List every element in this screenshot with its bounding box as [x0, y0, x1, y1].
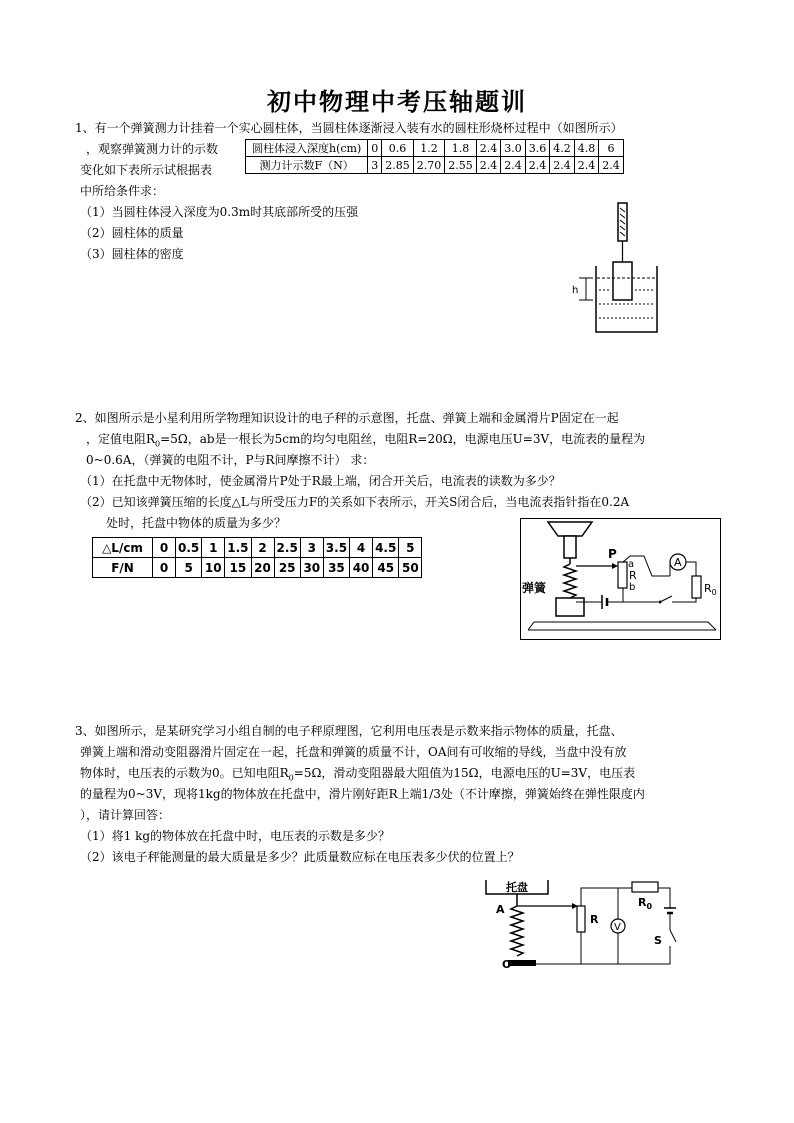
q1-line1: 1、有一个弹簧测力计挂着一个实心圆柱体，当圆柱体逐渐浸入装有水的圆柱形烧杯过程中（如图所示）	[75, 121, 623, 135]
table-cell: 2.4	[476, 140, 501, 157]
base-icon	[508, 960, 536, 966]
table-header-deltaL: △L/cm	[93, 538, 153, 558]
table-cell: 3.5	[323, 538, 349, 558]
q1-figure	[565, 200, 665, 340]
rheostat-label: R	[590, 913, 599, 926]
q3-line2: 弹簧上端和滑动变阻器滑片固定在一起，托盘和弹簧的质量不计，OA间有可收缩的导线，当盘中没有放	[80, 745, 627, 759]
table-cell: 1.8	[445, 140, 477, 157]
q1-line3: 变化如下表所示试根据表	[80, 163, 213, 177]
depth-marker	[579, 278, 593, 300]
q3-line4: 的量程为0~3V，现将1kg的物体放在托盘中，滑片刚好距R上端1/3处（不计摩擦，弹簧始终在弹性限度内	[80, 787, 645, 801]
q3-line3: 物体时，电压表的示数为0。已知电阻$R_0=5\Omega$，滑动变阻器最大阻值为15Ω，电源电压的U=3V，电压表	[80, 766, 636, 783]
table-row	[93, 538, 422, 558]
terminal-b-label: b	[629, 582, 636, 593]
q2-line3: 0~0.6A，（弹簧的电阻不计，P与R间摩擦不计） 求：	[86, 453, 375, 467]
table-cell: 0	[153, 558, 176, 578]
table-header-force: 测力计示数F（N）	[246, 157, 368, 174]
table-cell: 3	[300, 538, 323, 558]
table-cell: 45	[373, 558, 399, 578]
spring-scale-icon	[618, 203, 627, 262]
table-cell: 35	[323, 558, 349, 578]
table-cell: 2.85	[382, 157, 414, 174]
table-row	[246, 140, 624, 157]
switch-icon	[670, 930, 676, 942]
rheostat-icon	[577, 906, 585, 932]
tray-label: 托盘	[506, 881, 528, 894]
resistor-r-label: R	[629, 569, 637, 582]
spring-label: 弹簧	[522, 581, 547, 595]
q2-sub1: （1）在托盘中无物体时，使金属滑片P处于R最上端，闭合开关后，电流表的读数为多少？	[80, 474, 561, 488]
q1-sub1: （1）当圆柱体浸入深度为0.3m时其底部所受的压强	[80, 205, 359, 219]
q1-sub2: （2）圆柱体的质量	[80, 226, 184, 240]
point-a-label: A	[496, 903, 505, 916]
q3-figure	[480, 876, 700, 976]
table-cell: 3.6	[525, 140, 550, 157]
q3-line1: 3、如图所示，是某研究学习小组自制的电子秤原理图，它利用电压表是示数来指示物体的质量，托盘、	[75, 724, 623, 738]
switch-icon	[660, 596, 672, 602]
table-cell: 2.4	[550, 157, 575, 174]
table-row	[246, 157, 624, 174]
q2-sub2: （2）已知该弹簧压缩的长度△L与所受压力F的关系如下表所示，开关S闭合后，当电流表指针指在0.2A	[80, 495, 630, 509]
table-row	[93, 558, 422, 578]
q1-data-table	[245, 139, 624, 174]
table-cell: 0	[153, 538, 176, 558]
terminal-a-label: a	[628, 559, 635, 570]
table-cell: 20	[251, 558, 274, 578]
table-cell: 0	[368, 140, 382, 157]
table-cell: 5	[399, 538, 422, 558]
table-cell: 1.2	[413, 140, 445, 157]
table-cell: 0.5	[176, 538, 202, 558]
resistor-r0-label: $R_0$	[638, 896, 653, 911]
table-cell: 2.70	[413, 157, 445, 174]
table-cell: 4	[350, 538, 373, 558]
table-cell: 2	[251, 538, 274, 558]
table-cell: 2.4	[501, 157, 526, 174]
depth-label: h	[572, 285, 579, 296]
table-cell: 4.5	[373, 538, 399, 558]
q2-line2: ，定值电阻$R_0=5\Omega$，ab是一根长为5cm的均匀电阻丝，电阻R=20Ω，电源电压U=3V，电流表的量程为	[86, 432, 646, 449]
table-cell: 4.2	[550, 140, 575, 157]
q2-figure	[520, 518, 724, 644]
table-cell: 2.4	[574, 157, 599, 174]
table-cell: 50	[399, 558, 422, 578]
point-o-label: O	[502, 958, 512, 971]
table-cell: 10	[202, 558, 225, 578]
table-cell: 4.8	[574, 140, 599, 157]
table-cell: 2.55	[445, 157, 477, 174]
table-cell: 2.5	[274, 538, 300, 558]
spring-icon	[511, 906, 523, 956]
table-cell: 2.4	[476, 157, 501, 174]
q1-line4: 中所给条件求：	[80, 184, 165, 198]
ammeter-label: A	[674, 556, 682, 569]
q1-line2: ，观察弹簧测力计的示数	[86, 142, 219, 156]
table-cell: 15	[225, 558, 251, 578]
spring-icon	[564, 564, 576, 598]
table-cell: 0.6	[382, 140, 414, 157]
table-header-depth: 圆柱体浸入深度h(cm)	[246, 140, 368, 157]
q2-line1: 2、如图所示是小星利用所学物理知识设计的电子秤的示意图，托盘、弹簧上端和金属滑片P固定在一起	[75, 411, 619, 425]
slider-p-label: P	[608, 547, 617, 561]
resistor-r-icon	[618, 562, 627, 588]
table-cell: 2.4	[599, 157, 624, 174]
table-cell: 3.0	[501, 140, 526, 157]
q2-sub2b: 处时，托盘中物体的质量为多少？	[106, 516, 287, 530]
voltmeter-label: V	[614, 922, 621, 933]
cylinder-icon	[613, 262, 632, 300]
table-cell: 5	[176, 558, 202, 578]
q3-sub2: （2）该电子秤能测量的最大质量是多少？此质量数应标在电压表多少伏的位置上？	[80, 850, 520, 864]
q3-line5: ），请计算回答：	[80, 808, 171, 822]
tray-icon	[548, 522, 592, 536]
table-cell: 2.4	[525, 157, 550, 174]
table-cell: 1	[202, 538, 225, 558]
page-title: 初中物理中考压轴题训	[267, 87, 527, 116]
switch-label: S	[654, 934, 662, 947]
table-cell: 1.5	[225, 538, 251, 558]
resistor-r0-icon	[692, 576, 701, 598]
table-cell: 30	[300, 558, 323, 578]
resistor-r0-label: $R_0$	[704, 582, 717, 597]
resistor-r0-icon	[632, 882, 658, 892]
table-cell: 6	[599, 140, 624, 157]
table-cell: 40	[350, 558, 373, 578]
q3-sub1: （1）将1 kg的物体放在托盘中时，电压表的示数是多少？	[80, 829, 391, 843]
table-cell: 3	[368, 157, 382, 174]
table-header-force: F/N	[93, 558, 153, 578]
table-cell: 25	[274, 558, 300, 578]
q2-data-table	[92, 537, 422, 578]
q1-sub3: （3）圆柱体的密度	[80, 247, 184, 261]
